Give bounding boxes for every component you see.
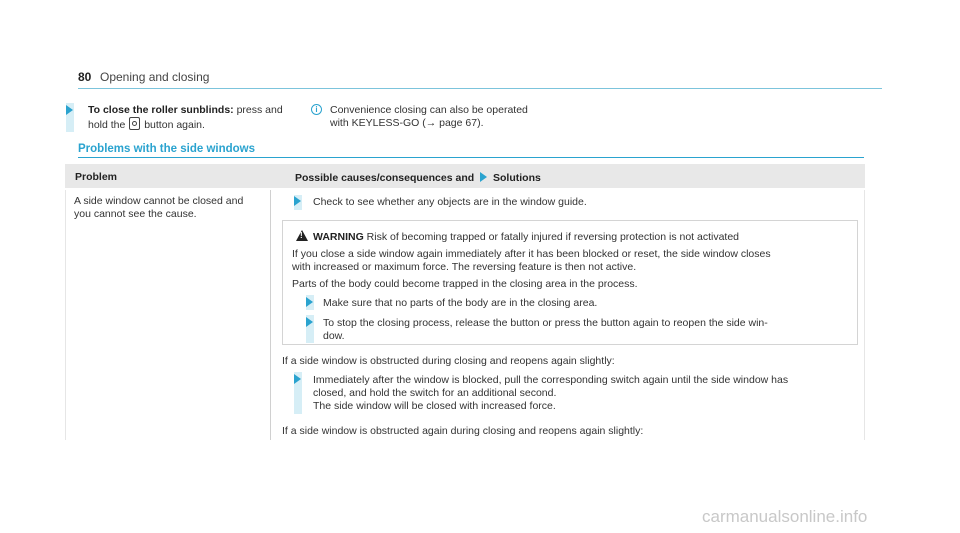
warning-para1-line1: If you close a side window again immediately after it has been blocked or reset, the side window closes [292, 248, 771, 260]
step2-line1: Immediately after the window is blocked, pull the corresponding switch again until the side window has [313, 374, 789, 386]
warning-step-b-line1: To stop the closing process, release the button or press the button again to reopen the side win- [323, 317, 768, 329]
warning-para1-line2: with increased or maximum force. The reversing feature is then not active. [292, 261, 637, 273]
header-solutions: Possible causes/consequences and Solutions [295, 172, 541, 184]
arrow-right-icon [294, 196, 301, 206]
obstructed-again-paragraph: If a side window is obstructed again during closing and reopens again slightly: [282, 425, 644, 437]
sunblind-step-line2: hold the button again. [88, 119, 205, 131]
warning-step-a: Make sure that no parts of the body are in the closing area. [323, 297, 598, 309]
warning-para2: Parts of the body could become trapped in the closing area in the process. [292, 278, 638, 290]
section-title: Problems with the side windows [78, 143, 255, 155]
arrow-right-icon [294, 374, 301, 384]
header-rule [78, 88, 882, 89]
header-problem: Problem [75, 171, 118, 183]
watermark: carmanualsonline.info [702, 507, 868, 526]
warning-step-b-line2: dow. [323, 330, 345, 342]
info-line1: Convenience closing can also be operated [330, 104, 528, 116]
arrow-right-icon [66, 105, 73, 115]
step2-line2: closed, and hold the switch for an additional second. [313, 387, 557, 399]
check-objects-step: Check to see whether any objects are in the window guide. [313, 196, 587, 208]
page-header-title: Opening and closing [100, 70, 210, 84]
table-right-border [864, 190, 865, 440]
table-left-border [65, 190, 66, 440]
info-icon: i [311, 104, 322, 115]
problem-line1: A side window cannot be closed and [74, 195, 244, 207]
page-number: 80 [78, 70, 92, 84]
problem-line2: you cannot see the cause. [74, 208, 197, 220]
key-lock-icon [129, 117, 140, 130]
warning-triangle-icon [296, 230, 308, 241]
warning-title: WARNING Risk of becoming trapped or fatally injured if reversing protection is not activated [313, 231, 740, 243]
section-rule [78, 157, 864, 158]
obstructed-paragraph: If a side window is obstructed during closing and reopens again slightly: [282, 355, 615, 367]
arrow-right-icon [306, 317, 313, 327]
arrow-right-icon [480, 172, 487, 182]
sunblind-step-line1: To close the roller sunblinds: press and [88, 104, 283, 116]
info-line2: with KEYLESS-GO (→ page 67). [330, 117, 484, 129]
column-divider [270, 190, 271, 440]
step2-line3: The side window will be closed with increased force. [313, 400, 556, 412]
arrow-right-icon [306, 297, 313, 307]
table-header [65, 164, 865, 188]
